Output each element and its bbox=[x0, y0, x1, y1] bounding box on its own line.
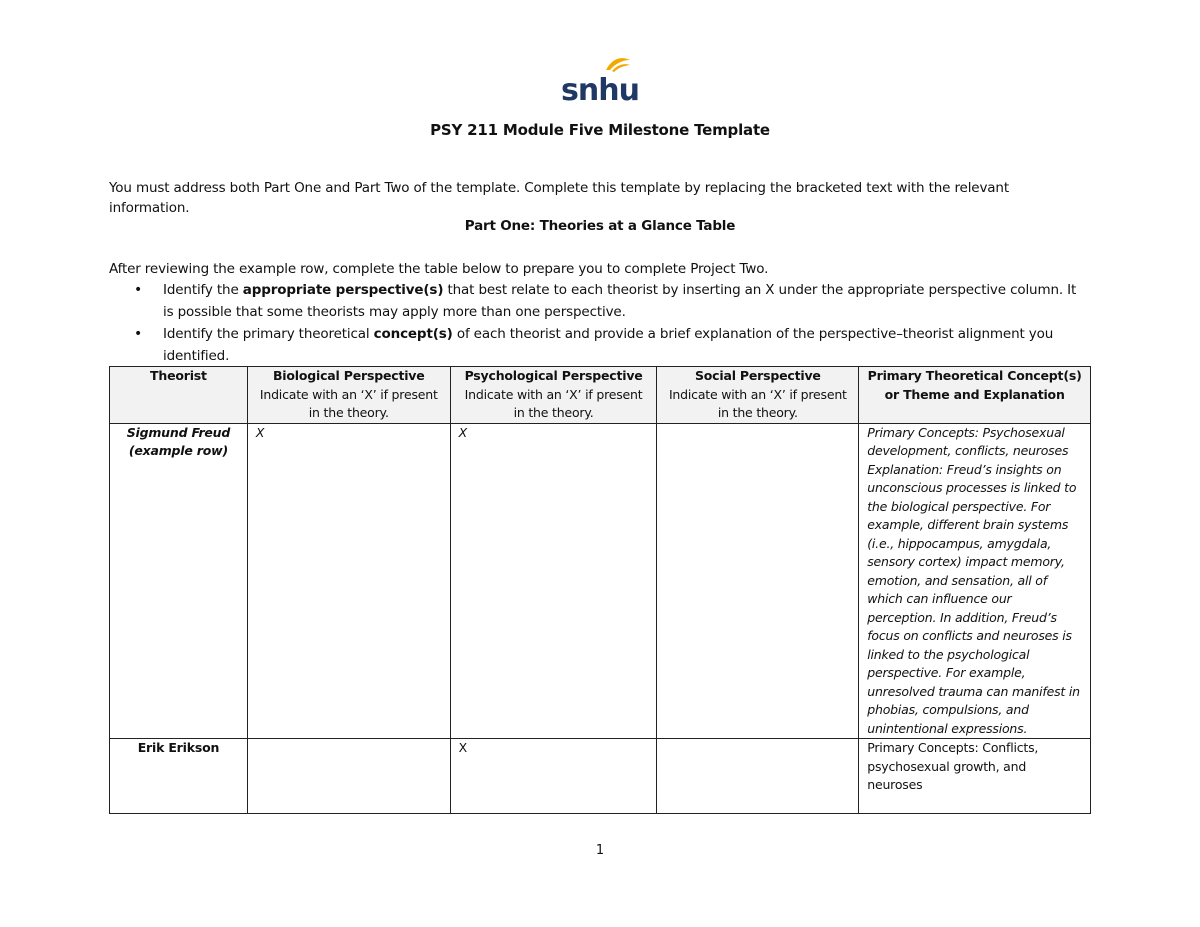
cell-psychological: X bbox=[450, 423, 657, 739]
part-one-heading: Part One: Theories at a Glance Table bbox=[464, 218, 736, 234]
header-psychological: Psychological Perspective Indicate with an ‘X’ if present in the theory. bbox=[450, 367, 657, 424]
cell-biological bbox=[247, 739, 450, 814]
header-biological: Biological Perspective Indicate with an ‘X’ if present in the theory. bbox=[247, 367, 450, 424]
bullet-icon: • bbox=[134, 282, 143, 298]
cell-biological: X bbox=[247, 423, 450, 739]
explanation-text: Explanation: Freud’s insights on unconscious processes is linked to the biological perspective. For example, different brain systems (i.e., hippocampus, amygdala, sensory cortex) impact memory, emotion, and sensation, all of which can influence our perception. In addition, Freud’s focus on conflicts and neuroses is linked to the psychological perspective. For example, unresolved trauma can manifest in phobias, compulsions, and unintentional expressions. bbox=[867, 461, 1080, 736]
instructions-list bbox=[109, 279, 1089, 367]
cell-theorist: Erik Erikson bbox=[110, 739, 248, 814]
cell-theorist: Sigmund Freud (example row) bbox=[110, 423, 248, 739]
instruction-bullet: • Identify the appropriate perspective(s) that best relate to each theorist by inserting an X under the appropriate perspective column. It is possible that some theorists may apply more than one perspective. bbox=[109, 279, 1089, 323]
cell-concepts bbox=[859, 739, 1091, 814]
primary-concepts-text: Primary Concepts: Psychosexual development, conflicts, neuroses bbox=[867, 424, 1069, 458]
page-number: 1 bbox=[595, 843, 605, 858]
bullet-icon: • bbox=[134, 326, 143, 342]
instructions-lead: After reviewing the example row, complete the table below to prepare you to complete Project Two. bbox=[109, 261, 769, 277]
table-row bbox=[110, 423, 1091, 739]
header-concepts: Primary Theoretical Concept(s) or Theme and Explanation bbox=[859, 367, 1091, 424]
header-theorist: Theorist bbox=[110, 367, 248, 424]
cell-psychological: X bbox=[450, 739, 657, 814]
cell-concepts bbox=[859, 423, 1091, 739]
svg-text:snhu: snhu bbox=[561, 73, 639, 104]
primary-concepts-text: Primary Concepts: Conflicts, psychosexual growth, and neuroses bbox=[867, 740, 1039, 792]
cell-social bbox=[657, 739, 859, 814]
theories-table bbox=[109, 366, 1091, 814]
header-social: Social Perspective Indicate with an ‘X’ if present in the theory. bbox=[657, 367, 859, 424]
cell-social bbox=[657, 423, 859, 739]
table-header-row bbox=[110, 367, 1091, 424]
document-title: PSY 211 Module Five Milestone Template bbox=[430, 121, 770, 139]
snhu-logo bbox=[560, 56, 640, 104]
intro-paragraph: You must address both Part One and Part Two of the template. Complete this template by replacing the bracketed text with the relevant information. bbox=[109, 180, 1009, 216]
instruction-bullet: • Identify the primary theoretical concept(s) of each theorist and provide a brief explanation of the perspective–theorist alignment you identified. bbox=[109, 323, 1089, 367]
table-row bbox=[110, 739, 1091, 814]
